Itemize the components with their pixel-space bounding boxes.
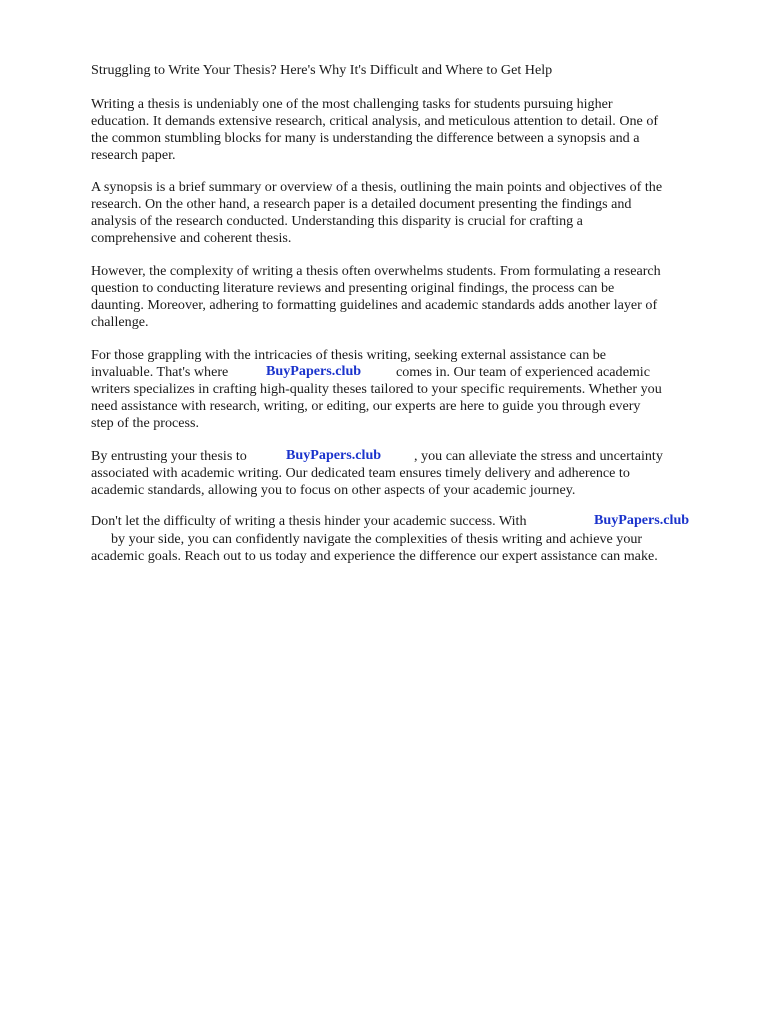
paragraph-line: academic goals. Reach out to us today and experience the difference our expert assistance can make. (91, 548, 658, 564)
buypapers-link[interactable]: BuyPapers.club (266, 363, 362, 379)
paragraph-line: research paper. (91, 147, 176, 163)
paragraph-line: daunting. Moreover, adhering to formatting guidelines and academic standards adds another layer of (91, 297, 658, 313)
document-title: Struggling to Write Your Thesis? Here's Why It's Difficult and Where to Get Help (91, 62, 553, 78)
paragraph-line: Writing a thesis is undeniably one of the most challenging tasks for students pursuing higher (91, 96, 613, 112)
paragraph-line: Don't let the difficulty of writing a thesis hinder your academic success. With (91, 513, 527, 529)
paragraph-line: the common stumbling blocks for many is understanding the difference between a synopsis and a (91, 130, 640, 146)
paragraph-line: need assistance with research, writing, or editing, our experts are here to guide you through every (91, 398, 641, 414)
paragraph-line: research. On the other hand, a research paper is a detailed document presenting the findings and (91, 196, 632, 212)
paragraph-line: By entrusting your thesis to (91, 448, 247, 464)
paragraph-line: invaluable. That's where (91, 364, 229, 380)
paragraph-line: challenge. (91, 314, 149, 330)
paragraph-line: However, the complexity of writing a thesis often overwhelms students. From formulating a research (91, 263, 661, 279)
paragraph-line: by your side, you can confidently navigate the complexities of thesis writing and achieve your (111, 531, 643, 547)
paragraph-line: question to conducting literature reviews and presenting original findings, the process can be (91, 280, 615, 296)
paragraph-line: , you can alleviate the stress and uncertainty (414, 448, 663, 464)
buypapers-link[interactable]: BuyPapers.club (286, 447, 382, 463)
paragraph-line: comprehensive and coherent thesis. (91, 230, 292, 246)
paragraph-line: education. It demands extensive research, critical analysis, and meticulous attention to detail. One of (91, 113, 659, 129)
paragraph-line: associated with academic writing. Our dedicated team ensures timely delivery and adherence to (91, 465, 630, 481)
paragraph-line: For those grappling with the intricacies of thesis writing, seeking external assistance can be (91, 347, 607, 363)
paragraph-line: comes in. Our team of experienced academic (396, 364, 650, 380)
paragraph-line: step of the process. (91, 415, 200, 431)
paragraph-line: analysis of the research conducted. Understanding this disparity is crucial for crafting a (91, 213, 583, 229)
paragraph-line: writers specializes in crafting high-quality theses tailored to your specific requirements. Whether you (91, 381, 662, 397)
paragraph-line: academic standards, allowing you to focus on other aspects of your academic journey. (91, 482, 576, 498)
paragraph-line: A synopsis is a brief summary or overview of a thesis, outlining the main points and objectives of the (91, 179, 663, 195)
buypapers-link[interactable]: BuyPapers.club (594, 512, 690, 528)
